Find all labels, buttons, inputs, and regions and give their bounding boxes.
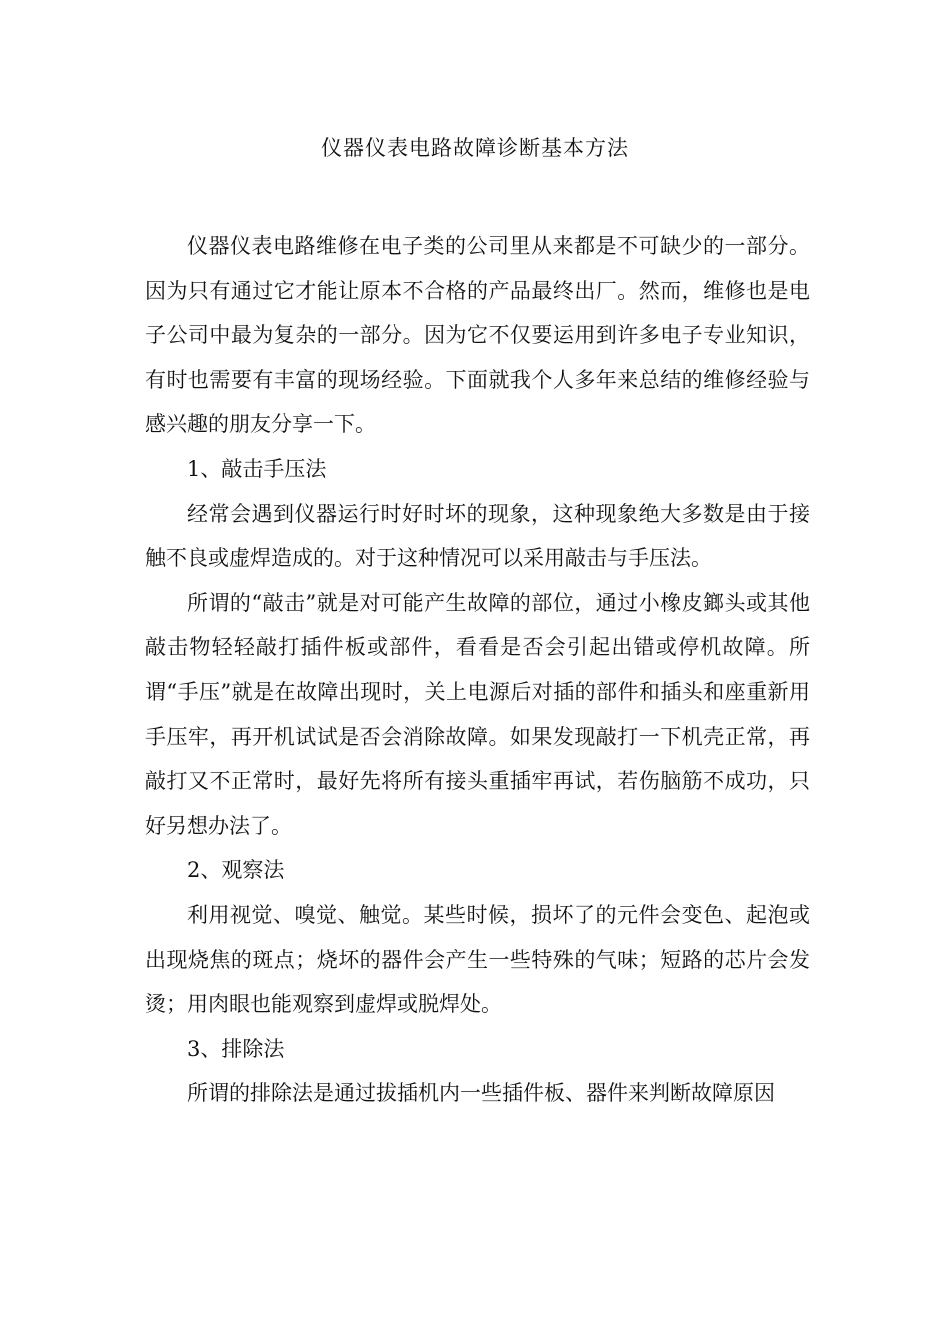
document-body bbox=[145, 224, 810, 1116]
section-heading-elimination: 3、排除法 bbox=[187, 1036, 285, 1061]
section-heading-knock-press: 1、敲击手压法 bbox=[187, 456, 327, 481]
paragraph-knock-press-2: 所谓的“敲击”就是对可能产生故障的部位，通过小橡皮鎯头或其他敲击物轻轻敲打插件板或部件，看看是否会引起出错或停机故障。所谓“手压”就是在故障出现时，关上电源后对插的部件和插头和座重新用手压牢，再开机试试是否会消除故障。如果发现敲打一下机壳正常，再敲打又不正常时，最好先将所有接头重插牢再试，若伤脑筋不成功，只好另想办法了。 bbox=[145, 590, 810, 838]
paragraph-intro: 仪器仪表电路维修在电子类的公司里从来都是不可缺少的一部分。因为只有通过它才能让原本不合格的产品最终出厂。然而，维修也是电子公司中最为复杂的一部分。因为它不仅要运用到许多电子专业知识，有时也需要有丰富的现场经验。下面就我个人多年来总结的维修经验与感兴趣的朋友分享一下。 bbox=[145, 234, 810, 437]
paragraph-knock-press-1: 经常会遇到仪器运行时好时坏的现象，这种现象绝大多数是由于接触不良或虚焊造成的。对于这种情况可以采用敲击与手压法。 bbox=[145, 501, 810, 571]
paragraph-observation: 利用视觉、嗅觉、触觉。某些时候，损坏了的元件会变色、起泡或出现烧焦的斑点；烧坏的器件会产生一些特殊的气味；短路的芯片会发烫；用肉眼也能观察到虚焊或脱焊处。 bbox=[145, 902, 810, 1017]
document-title: 仪器仪表电路故障诊断基本方法 bbox=[321, 136, 629, 160]
section-heading-observation: 2、观察法 bbox=[187, 858, 285, 883]
paragraph-elimination: 所谓的排除法是通过拔插机内一些插件板、器件来判断故障原因 bbox=[187, 1081, 775, 1106]
